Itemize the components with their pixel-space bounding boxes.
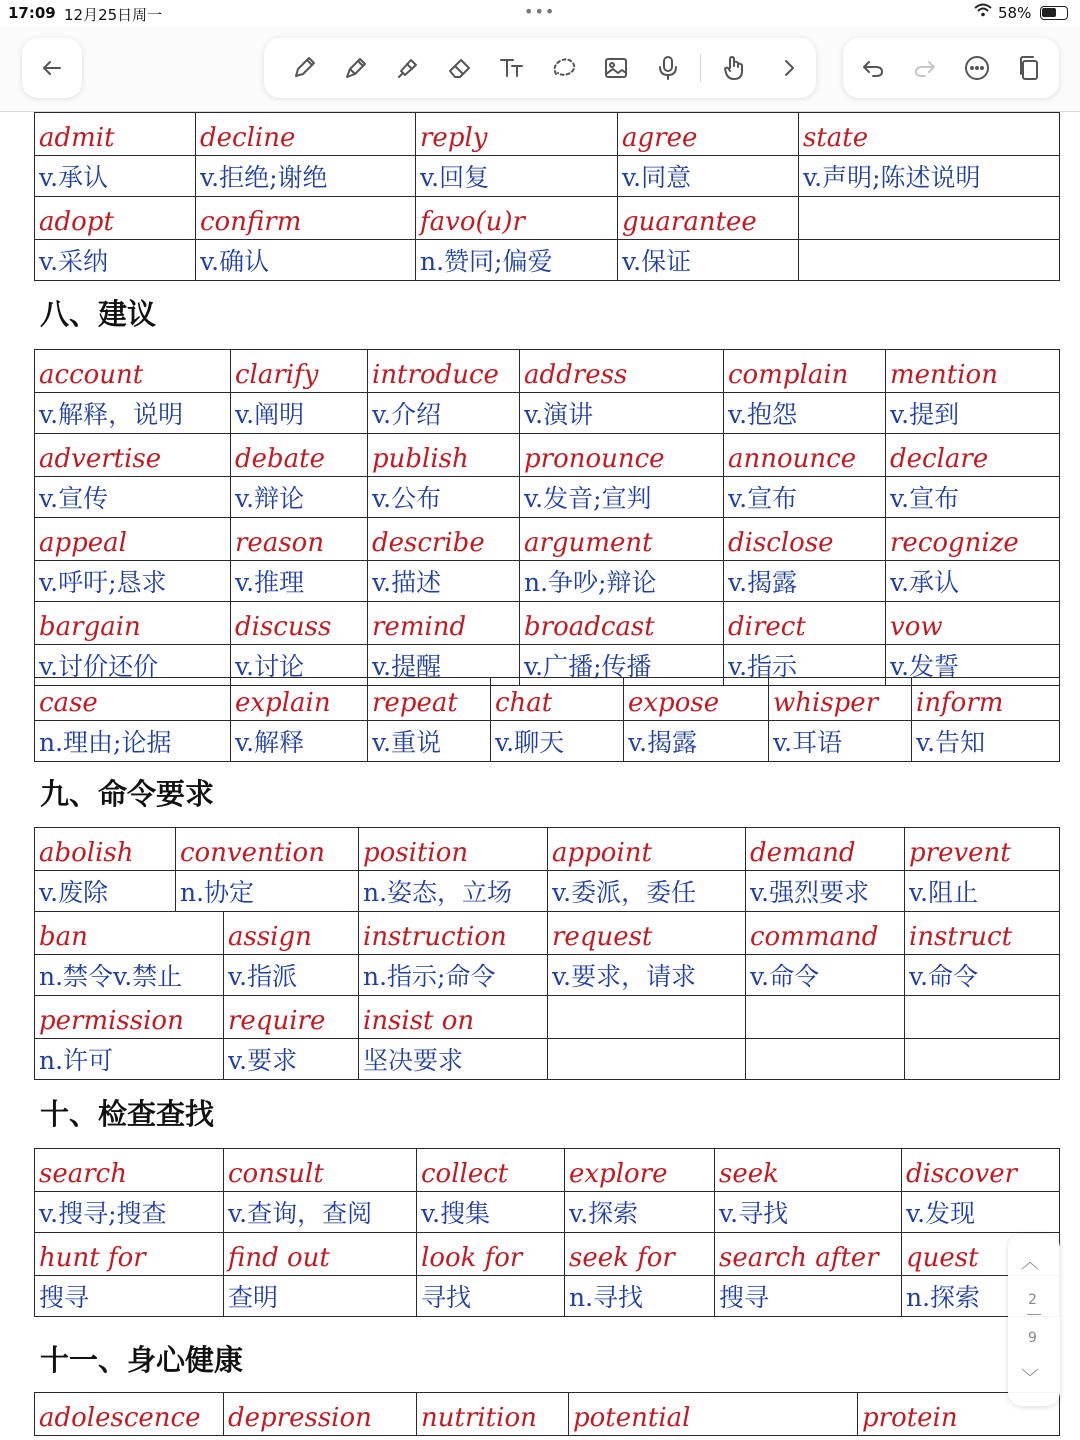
- chinese-meaning-cell: n.禁令v.禁止: [35, 955, 224, 996]
- back-arrow-icon[interactable]: [32, 48, 72, 88]
- chinese-meaning-cell: v.委派，委任: [548, 871, 746, 912]
- english-word-cell: recognize: [886, 518, 1060, 561]
- chinese-meaning-cell: v.拒绝;谢绝: [196, 156, 416, 197]
- text-tool-icon[interactable]: [492, 48, 532, 88]
- chinese-meaning-cell: v.要求: [224, 1039, 359, 1080]
- english-word-cell: whisper: [769, 678, 912, 721]
- english-word-cell: guarantee: [618, 197, 799, 240]
- section-heading-search: 十、检查查找: [40, 1097, 215, 1131]
- toolbar: [0, 26, 1080, 112]
- english-word-cell: advertise: [35, 434, 231, 477]
- english-word-cell: search after: [715, 1233, 902, 1276]
- note-page[interactable]: [0, 112, 1080, 1440]
- chinese-meaning-cell: v.搜集: [417, 1192, 565, 1233]
- chinese-meaning-cell: v.保证: [618, 240, 799, 281]
- chinese-meaning-cell: v.指示: [724, 645, 886, 686]
- chinese-meaning-cell: v.讨论: [231, 645, 368, 686]
- vocab-table-command-a: [34, 827, 1060, 912]
- vocab-table-suggest-extra: [34, 677, 1060, 762]
- english-word-cell: vow: [886, 602, 1060, 645]
- chinese-meaning-cell: v.承认: [35, 156, 196, 197]
- chinese-meaning-cell: v.耳语: [769, 721, 912, 762]
- meaning-row: [35, 955, 1060, 996]
- english-word-cell: discuss: [231, 602, 368, 645]
- chinese-meaning-cell: v.讨价还价: [35, 645, 231, 686]
- english-word-cell: collect: [417, 1149, 565, 1192]
- word-row: [35, 602, 1060, 645]
- chinese-meaning-cell: v.阐明: [231, 393, 368, 434]
- chinese-meaning-cell: v.指派: [224, 955, 359, 996]
- meaning-row: [35, 1039, 1060, 1080]
- meaning-row: [35, 721, 1060, 762]
- english-word-cell: find out: [224, 1233, 417, 1276]
- word-row: [35, 1233, 1060, 1276]
- english-word-cell: state: [799, 113, 1060, 156]
- english-word-cell: bargain: [35, 602, 231, 645]
- wifi-icon: [974, 3, 992, 21]
- pages-icon[interactable]: [1009, 48, 1049, 88]
- english-word-cell: quest: [902, 1233, 1060, 1276]
- chinese-meaning-cell: n.探索: [902, 1276, 1060, 1317]
- english-word-cell: direct: [724, 602, 886, 645]
- more-options-icon[interactable]: [957, 48, 997, 88]
- pen-icon[interactable]: [284, 48, 324, 88]
- english-word-cell: assign: [224, 912, 359, 955]
- english-word-cell: require: [224, 996, 359, 1039]
- chinese-meaning-cell: v.命令: [746, 955, 905, 996]
- undo-icon[interactable]: [853, 48, 893, 88]
- meaning-row: [35, 561, 1060, 602]
- word-row: [35, 197, 1060, 240]
- microphone-icon[interactable]: [648, 48, 688, 88]
- chinese-meaning-cell: v.声明;陈述说明: [799, 156, 1060, 197]
- chinese-meaning-cell: v.查询，查阅: [224, 1192, 417, 1233]
- chinese-meaning-cell: [548, 1039, 746, 1080]
- english-word-cell: chat: [491, 678, 624, 721]
- page-down-chevron-icon[interactable]: ﹀: [1021, 1368, 1039, 1389]
- total-pages: 9: [1028, 1330, 1037, 1346]
- english-word-cell: account: [35, 350, 231, 393]
- english-word-cell: position: [359, 828, 548, 871]
- english-word-cell: inform: [912, 678, 1060, 721]
- english-word-cell: insist on: [359, 996, 548, 1039]
- chevron-right-icon[interactable]: [769, 48, 809, 88]
- word-row: [35, 1393, 1060, 1436]
- chinese-meaning-cell: v.提到: [886, 393, 1060, 434]
- english-word-cell: [548, 996, 746, 1039]
- chinese-meaning-cell: v.广播;传播: [520, 645, 724, 686]
- vocab-table-statements: [34, 112, 1060, 281]
- status-bar: [0, 0, 1080, 26]
- english-word-cell: debate: [231, 434, 368, 477]
- english-word-cell: [799, 197, 1060, 240]
- word-row: [35, 912, 1060, 955]
- chinese-meaning-cell: v.阻止: [905, 871, 1060, 912]
- english-word-cell: appeal: [35, 518, 231, 561]
- chinese-meaning-cell: v.抱怨: [724, 393, 886, 434]
- chinese-meaning-cell: v.承认: [886, 561, 1060, 602]
- english-word-cell: search: [35, 1149, 224, 1192]
- word-row: [35, 518, 1060, 561]
- redo-icon[interactable]: [905, 48, 945, 88]
- status-time: 17:09: [8, 4, 56, 22]
- chinese-meaning-cell: 搜寻: [35, 1276, 224, 1317]
- word-row: [35, 350, 1060, 393]
- english-word-cell: hunt for: [35, 1233, 224, 1276]
- english-word-cell: discover: [902, 1149, 1060, 1192]
- english-word-cell: [905, 996, 1060, 1039]
- section-heading-health: 十一、身心健康: [40, 1343, 244, 1377]
- chinese-meaning-cell: v.搜寻;搜查: [35, 1192, 224, 1233]
- english-word-cell: command: [746, 912, 905, 955]
- english-word-cell: case: [35, 678, 231, 721]
- english-word-cell: describe: [368, 518, 520, 561]
- english-word-cell: appoint: [548, 828, 746, 871]
- chinese-meaning-cell: n.寻找: [565, 1276, 715, 1317]
- chinese-meaning-cell: v.告知: [912, 721, 1060, 762]
- english-word-cell: pronounce: [520, 434, 724, 477]
- chinese-meaning-cell: v.宣传: [35, 477, 231, 518]
- battery-icon: [1040, 6, 1068, 20]
- word-row: [35, 678, 1060, 721]
- english-word-cell: demand: [746, 828, 905, 871]
- english-word-cell: permission: [35, 996, 224, 1039]
- english-word-cell: convention: [176, 828, 359, 871]
- chinese-meaning-cell: v.辩论: [231, 477, 368, 518]
- chinese-meaning-cell: v.描述: [368, 561, 520, 602]
- chinese-meaning-cell: v.聊天: [491, 721, 624, 762]
- chinese-meaning-cell: v.同意: [618, 156, 799, 197]
- english-word-cell: address: [520, 350, 724, 393]
- hand-pointer-icon[interactable]: [714, 48, 754, 88]
- english-word-cell: instruction: [359, 912, 548, 955]
- word-row: [35, 434, 1060, 477]
- english-word-cell: publish: [368, 434, 520, 477]
- word-row: [35, 1149, 1060, 1192]
- chinese-meaning-cell: v.提醒: [368, 645, 520, 686]
- english-word-cell: disclose: [724, 518, 886, 561]
- image-icon[interactable]: [596, 48, 636, 88]
- document-actions: [843, 38, 1059, 98]
- chinese-meaning-cell: [905, 1039, 1060, 1080]
- meaning-row: [35, 871, 1060, 912]
- english-word-cell: [746, 996, 905, 1039]
- toolbar-divider: [700, 54, 701, 82]
- chinese-meaning-cell: [746, 1039, 905, 1080]
- chinese-meaning-cell: v.要求，请求: [548, 955, 746, 996]
- highlighter-icon[interactable]: [388, 48, 428, 88]
- meaning-row: [35, 1192, 1060, 1233]
- english-word-cell: announce: [724, 434, 886, 477]
- word-row: [35, 996, 1060, 1039]
- chinese-meaning-cell: 搜寻: [715, 1276, 902, 1317]
- meaning-row: [35, 156, 1060, 197]
- battery-percent: 58%: [998, 4, 1032, 22]
- meaning-row: [35, 477, 1060, 518]
- english-word-cell: admit: [35, 113, 196, 156]
- page-up-chevron-icon[interactable]: ︿: [1021, 1252, 1039, 1273]
- back-button-container: [22, 38, 82, 98]
- chinese-meaning-cell: v.废除: [35, 871, 176, 912]
- english-word-cell: explain: [231, 678, 368, 721]
- section-heading-command: 九、命令要求: [40, 777, 215, 811]
- chinese-meaning-cell: n.理由;论据: [35, 721, 231, 762]
- english-word-cell: favo(u)r: [416, 197, 618, 240]
- english-word-cell: adopt: [35, 197, 196, 240]
- chinese-meaning-cell: [799, 240, 1060, 281]
- meaning-row: [35, 393, 1060, 434]
- english-word-cell: abolish: [35, 828, 176, 871]
- english-word-cell: introduce: [368, 350, 520, 393]
- drawing-tools: [264, 38, 816, 98]
- vocab-table-command-b: [34, 911, 1060, 1080]
- chinese-meaning-cell: v.演讲: [520, 393, 724, 434]
- english-word-cell: clarify: [231, 350, 368, 393]
- chinese-meaning-cell: v.发现: [902, 1192, 1060, 1233]
- english-word-cell: agree: [618, 113, 799, 156]
- page-divider: [1027, 1314, 1041, 1315]
- english-word-cell: request: [548, 912, 746, 955]
- chinese-meaning-cell: 查明: [224, 1276, 417, 1317]
- english-word-cell: ban: [35, 912, 224, 955]
- english-word-cell: instruct: [905, 912, 1060, 955]
- status-date: 12月25日周一: [64, 6, 163, 24]
- english-word-cell: broadcast: [520, 602, 724, 645]
- english-word-cell: prevent: [905, 828, 1060, 871]
- english-word-cell: depression: [224, 1393, 417, 1436]
- chinese-meaning-cell: v.发音;宣判: [520, 477, 724, 518]
- chinese-meaning-cell: v.回复: [416, 156, 618, 197]
- page-navigator: [1008, 1234, 1060, 1406]
- chinese-meaning-cell: n.争吵;辩论: [520, 561, 724, 602]
- eraser-icon[interactable]: [440, 48, 480, 88]
- chinese-meaning-cell: v.探索: [565, 1192, 715, 1233]
- chinese-meaning-cell: v.发誓: [886, 645, 1060, 686]
- chinese-meaning-cell: v.解释，说明: [35, 393, 231, 434]
- english-word-cell: protein: [858, 1393, 1060, 1436]
- english-word-cell: decline: [196, 113, 416, 156]
- chinese-meaning-cell: 寻找: [417, 1276, 565, 1317]
- english-word-cell: seek: [715, 1149, 902, 1192]
- chinese-meaning-cell: v.揭露: [724, 561, 886, 602]
- english-word-cell: look for: [417, 1233, 565, 1276]
- meaning-row: [35, 1276, 1060, 1317]
- section-heading-suggest: 八、建议: [40, 297, 157, 331]
- english-word-cell: remind: [368, 602, 520, 645]
- english-word-cell: reply: [416, 113, 618, 156]
- chinese-meaning-cell: v.宣布: [886, 477, 1060, 518]
- chinese-meaning-cell: v.重说: [368, 721, 491, 762]
- english-word-cell: consult: [224, 1149, 417, 1192]
- word-row: [35, 113, 1060, 156]
- chinese-meaning-cell: v.揭露: [624, 721, 769, 762]
- english-word-cell: reason: [231, 518, 368, 561]
- chinese-meaning-cell: v.宣布: [724, 477, 886, 518]
- chinese-meaning-cell: v.介绍: [368, 393, 520, 434]
- chinese-meaning-cell: v.推理: [231, 561, 368, 602]
- multitask-dots-icon[interactable]: •••: [524, 2, 556, 21]
- chinese-meaning-cell: n.协定: [176, 871, 359, 912]
- chinese-meaning-cell: v.呼吁;恳求: [35, 561, 231, 602]
- chinese-meaning-cell: v.公布: [368, 477, 520, 518]
- chinese-meaning-cell: v.寻找: [715, 1192, 902, 1233]
- meaning-row: [35, 240, 1060, 281]
- chinese-meaning-cell: n.指示;命令: [359, 955, 548, 996]
- english-word-cell: explore: [565, 1149, 715, 1192]
- chinese-meaning-cell: v.采纳: [35, 240, 196, 281]
- vocab-table-search: [34, 1148, 1060, 1317]
- english-word-cell: seek for: [565, 1233, 715, 1276]
- english-word-cell: repeat: [368, 678, 491, 721]
- chinese-meaning-cell: v.命令: [905, 955, 1060, 996]
- english-word-cell: mention: [886, 350, 1060, 393]
- chinese-meaning-cell: n.赞同;偏爱: [416, 240, 618, 281]
- chinese-meaning-cell: n.许可: [35, 1039, 224, 1080]
- word-row: [35, 828, 1060, 871]
- chinese-meaning-cell: 坚决要求: [359, 1039, 548, 1080]
- chinese-meaning-cell: v.确认: [196, 240, 416, 281]
- chinese-meaning-cell: n.姿态，立场: [359, 871, 548, 912]
- vocab-table-suggest: [34, 349, 1060, 686]
- chinese-meaning-cell: v.强烈要求: [746, 871, 905, 912]
- english-word-cell: declare: [886, 434, 1060, 477]
- current-page: 2: [1028, 1292, 1037, 1308]
- fountain-pen-icon[interactable]: [336, 48, 376, 88]
- english-word-cell: nutrition: [417, 1393, 569, 1436]
- english-word-cell: adolescence: [35, 1393, 224, 1436]
- english-word-cell: potential: [569, 1393, 858, 1436]
- chinese-meaning-cell: v.解释: [231, 721, 368, 762]
- english-word-cell: expose: [624, 678, 769, 721]
- english-word-cell: argument: [520, 518, 724, 561]
- english-word-cell: confirm: [196, 197, 416, 240]
- lasso-icon[interactable]: [544, 48, 584, 88]
- english-word-cell: complain: [724, 350, 886, 393]
- vocab-table-health: [34, 1392, 1060, 1436]
